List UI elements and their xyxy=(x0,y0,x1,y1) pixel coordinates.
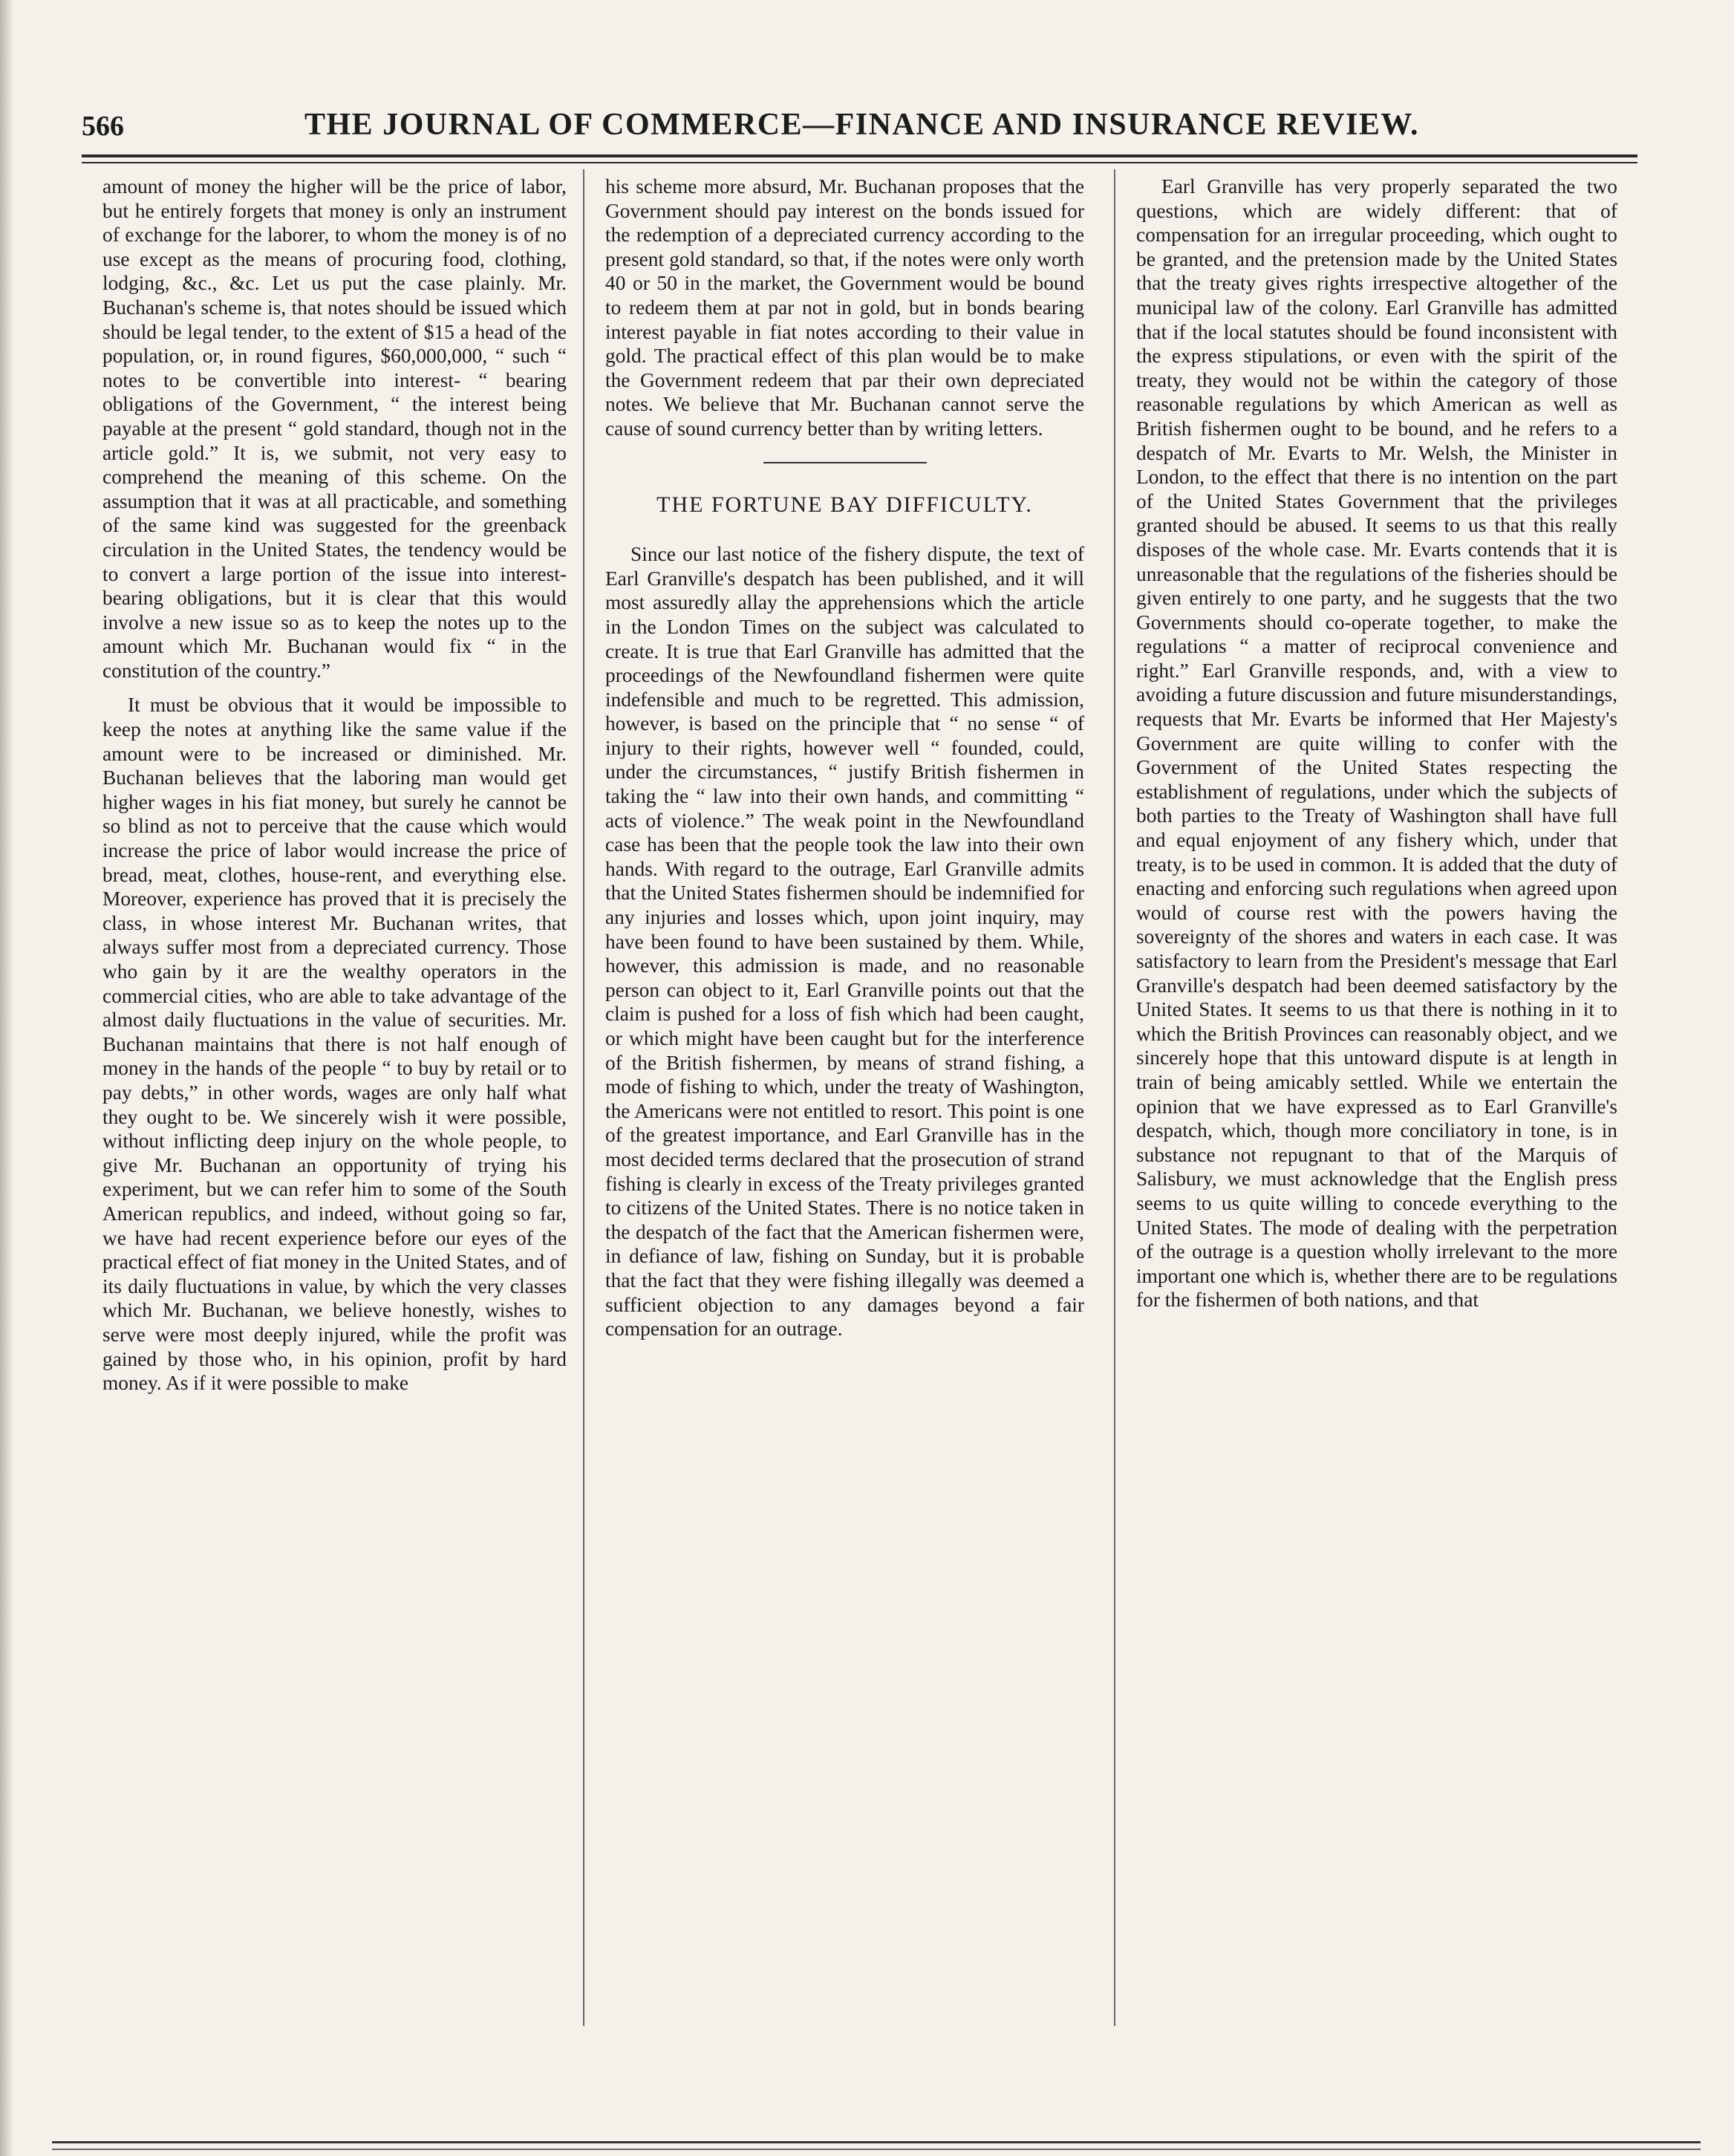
column-3 xyxy=(1136,175,1617,1312)
journal-title: THE JOURNAL OF COMMERCE—FINANCE AND INSURANCE REVIEW. xyxy=(304,108,1420,142)
column-divider-2 xyxy=(1114,169,1115,2026)
footer-rule-thick xyxy=(52,2141,1701,2143)
col1-paragraph-2: It must be obvious that it would be impossible to keep the notes at anything like the same value if the amount were to be increased or diminished. Mr. Buchanan believes that the laboring man would get higher wages in his fiat money, but surely he cannot be so blind as not to perceive that the cause which would increase the price of labor would increase the price of bread, meat, clothes, house-rent, and everything else. Moreover, experience has proved that it is precisely the class, in whose interest Mr. Buchanan writes, that always suffer most from a depreciated currency. Those who gain by it are the wealthy operators in the commercial cities, who are able to take advantage of the almost daily fluctuations in the value of securities. Mr. Buchanan maintains that there is not half enough of money in the hands of the people “ to buy by retail or to pay debts,” in other words, wages are only half what they ought to be. We sincerely wish it were possible, without inflicting deep injury on the whole people, to give Mr. Buchanan an opportunity of trying his experiment, but we can refer him to some of the South American republics, and indeed, without going so far, we have had recent experience before our eyes of the practical effect of fiat money in the United States, and of its daily fluctuations in value, by which the very classes which Mr. Buchanan, we believe honestly, wishes to serve were most deeply injured, while the profit was gained by those who, in his opinion, profit by hard money. As if it were possible to make xyxy=(102,694,567,1395)
column-1 xyxy=(102,175,567,1395)
header-rule-thin xyxy=(82,162,1637,163)
column-2 xyxy=(605,175,1084,1341)
header-rule-thick xyxy=(82,154,1637,157)
section-title: THE FORTUNE BAY DIFFICULTY. xyxy=(656,492,1033,517)
col3-paragraph-1: Earl Granville has very properly separated the two questions, which are widely different: that of compensation for an irregular proceeding, which ought to be granted, and the pretension made by the United States that the treaty gives rights irrespective altogether of the municipal law of the colony. Earl Granville has admitted that if the local statutes should be found inconsistent with the express stipulations, or even with the spirit of the treaty, they would not be within the category of those reasonable regulations by which American as well as British fishermen ought to be bound, and he refers to a despatch of Mr. Evarts to Mr. Welsh, the Minister in London, to the effect that there is no intention on the part of the United States Government that the privileges granted should be abused. It seems to us that this really disposes of the whole case. Mr. Evarts contends that it is unreasonable that the regulations of the fisheries should be given entirely to one party, and he suggests that the two Governments should co-operate together, to make the regulations “ a matter of reciprocal convenience and right.” Earl Granville responds, and, with a view to avoiding a future discussion and future misunderstandings, requests that Mr. Evarts be informed that Her Majesty's Government are quite willing to confer with the Government of the United States respecting the establishment of regulations, under which the subjects of both parties to the Treaty of Washington shall have full and equal enjoyment of any fishery which, under that treaty, is to be used in common. It is added that the duty of enacting and enforcing such regulations when agreed upon would of course rest with the powers having the sovereignty of the shores and waters in each case. It was satisfactory to learn from the President's message that Earl Granville's despatch had been deemed satisfactory by the United States. It seems to us that there is nothing in it to which the British Provinces can reasonably object, and we sincerely hope that this untoward dispute is at length in train of being amicably settled. While we entertain the opinion that we have expressed as to Earl Granville's despatch, which, though more conciliatory in tone, is in substance not repugnant to that of the Marquis of Salisbury, we must acknowledge that the English press seems to us quite willing to concede everything to the United States. The mode of dealing with the perpetration of the outrage is a question wholly irrelevant to the more important one which is, whether there are to be regulations for the fishermen of both nations, and that xyxy=(1136,175,1617,1312)
page-number: 566 xyxy=(82,111,124,142)
col2-paragraph-2: Since our last notice of the fishery dispute, the text of Earl Granville's despatch has been published, and it will most assuredly allay the apprehensions which the article in the London Times on the subject was calculated to create. It is true that Earl Granville has admitted that the proceedings of the Newfoundland fishermen were quite indefensible and much to be regretted. This admission, however, is based on the principle that “ no sense “ of injury to their rights, however well “ founded, could, under the circumstances, “ justify British fishermen in taking the “ law into their own hands, and committing “ acts of violence.” The weak point in the Newfoundland case has been that the people took the law into their own hands. With regard to the outrage, Earl Granville admits that the United States fishermen should be indemnified for any injuries and losses which, upon joint inquiry, may have been found to have been sustained by them. While, however, this admission is made, and no reasonable person can object to it, Earl Granville points out that the claim is pushed for a loss of fish which had been caught, or which might have been caught but for the interference of the British fishermen, by means of strand fishing, a mode of fishing to which, under the treaty of Washington, the Americans were not entitled to resort. This point is one of the greatest importance, and Earl Granville has in the most decided terms declared that the prosecution of strand fishing is clearly in excess of the Treaty privileges granted to citizens of the United States. There is no notice taken in the despatch of the fact that the American fishermen were, in defiance of law, fishing on Sunday, but it is probable that the fact that they were fishing illegally was deemed a sufficient objection to any damages beyond a fair compensation for an outrage. xyxy=(605,543,1084,1341)
col2-paragraph-1: his scheme more absurd, Mr. Buchanan proposes that the Government should pay interest on the bonds issued for the redemption of a depreciated currency according to the present gold standard, so that, if the notes were only worth 40 or 50 in the market, the Government would be bound to redeem them at par not in gold, but in bonds bearing interest payable in fiat notes according to their value in gold. The practical effect of this plan would be to make the Government redeem that par their own depreciated notes. We believe that Mr. Buchanan cannot serve the cause of sound currency better than by writing letters. xyxy=(605,175,1084,440)
page-edge-shadow xyxy=(0,0,13,2156)
page-header xyxy=(82,104,1626,149)
column-divider-1 xyxy=(583,169,584,2026)
footer-rule-thin xyxy=(52,2149,1701,2150)
col1-paragraph-1: amount of money the higher will be the price of labor, but he entirely forgets that money is only an instrument of exchange for the laborer, to whom the money is of no use except as the means of procuring food, clothing, lodging, &c., &c. Let us put the case plainly. Mr. Buchanan's scheme is, that notes should be issued which should be legal tender, to the extent of $15 a head of the population, or, in round figures, $60,000,000, “ such “ notes to be convertible into interest- “ bearing obligations of the Government, “ the interest being payable at the present “ gold standard, though not in the article gold.” It is, we submit, not very easy to comprehend the meaning of this scheme. On the assumption that it was at all practicable, and something of the same kind was suggested for the greenback circulation in the United States, the tendency would be to convert a large portion of the issue into interest-bearing obligations, but it is clear that this would involve a new issue so as to keep the notes up to the amount which Mr. Buchanan would fix “ in the constitution of the country.” xyxy=(102,175,567,682)
section-separator xyxy=(763,462,927,463)
